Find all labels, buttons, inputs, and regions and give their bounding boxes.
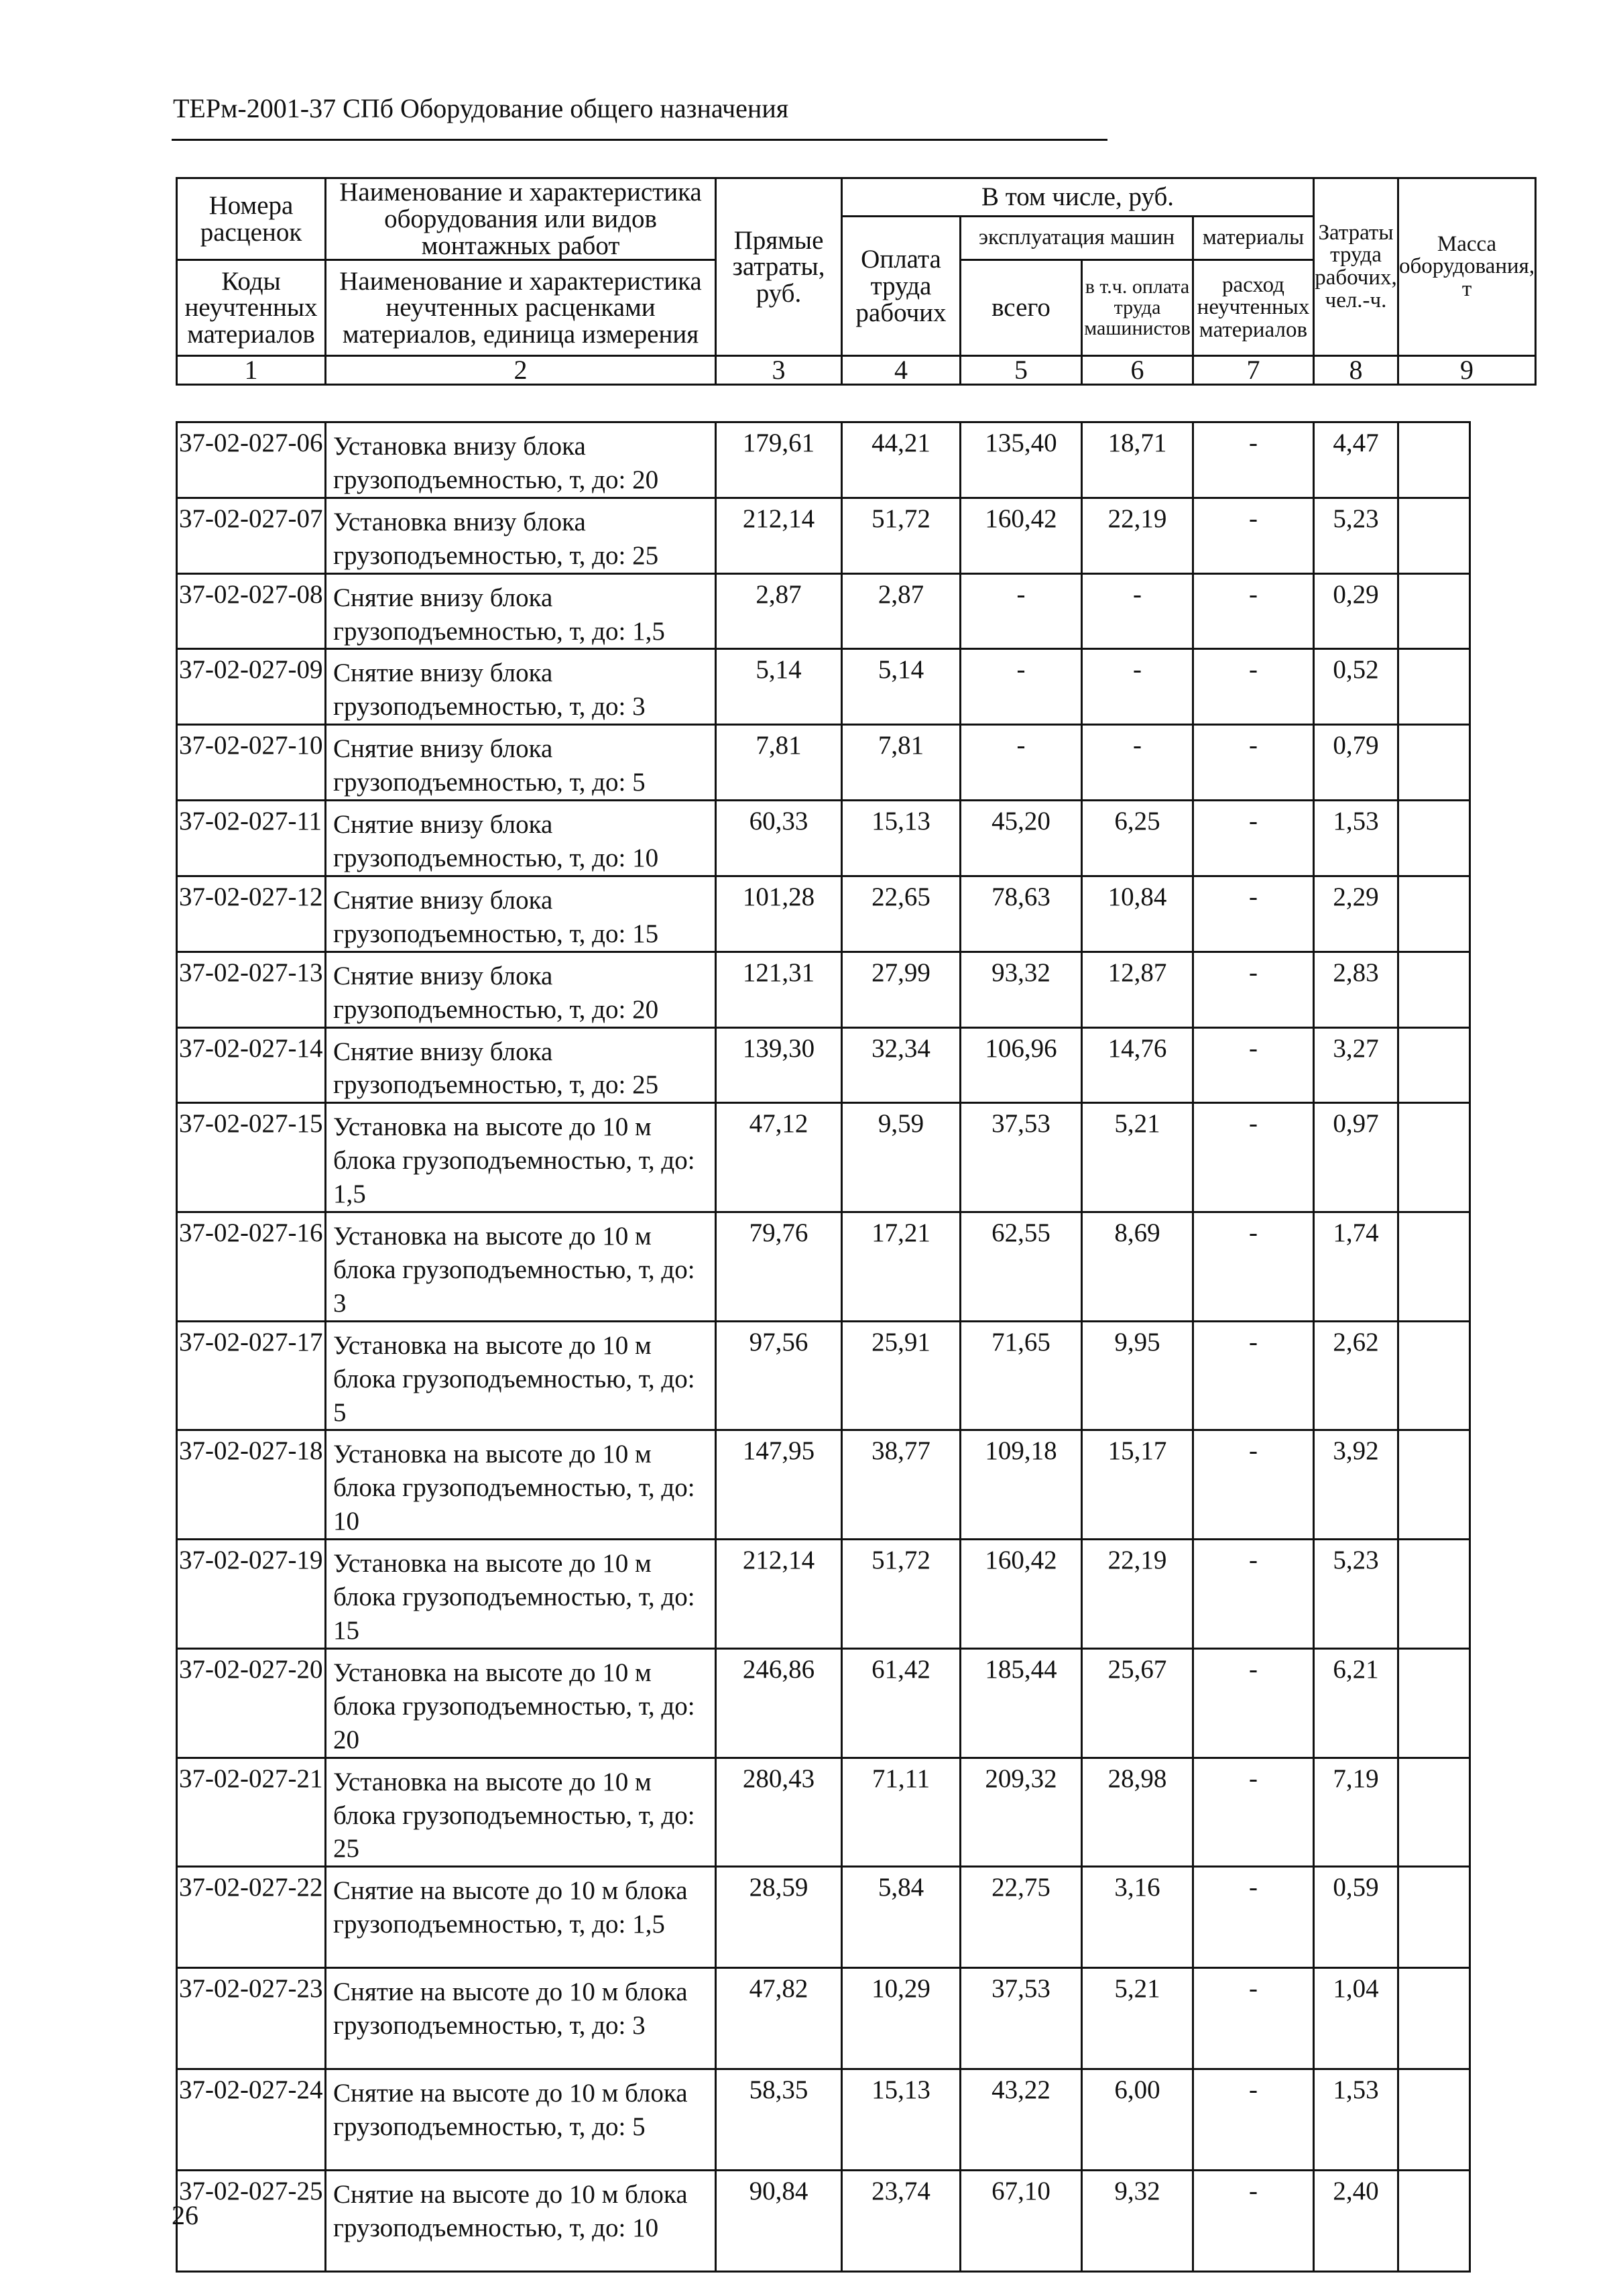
table-row (177, 725, 1470, 801)
machines-total: 135,40 (961, 422, 1082, 498)
labor-hours: 1,53 (1314, 801, 1398, 876)
header-worker-pay: Оплата труда рабочих (842, 217, 961, 356)
rate-code: 37-02-027-12 (177, 876, 326, 952)
labor-hours: 0,59 (1314, 1867, 1398, 1968)
table-row (177, 498, 1470, 573)
labor-hours: 0,29 (1314, 573, 1398, 649)
operator-pay: 6,25 (1082, 801, 1193, 876)
table-row (177, 1430, 1470, 1540)
direct-costs: 90,84 (716, 2171, 842, 2272)
operator-pay: 5,21 (1082, 1103, 1193, 1212)
worker-pay: 22,65 (842, 876, 961, 952)
title-rule (172, 139, 1107, 141)
rate-table-header (176, 177, 1537, 386)
direct-costs: 2,87 (716, 573, 842, 649)
machines-total: 185,44 (961, 1648, 1082, 1758)
operator-pay: 22,19 (1082, 498, 1193, 573)
header-unaccounted-materials: расход неучтенных материалов (1193, 260, 1314, 356)
table-row (177, 952, 1470, 1027)
equipment-mass (1398, 649, 1470, 725)
work-description: Снятие внизу блока грузоподъемностью, т, до: 15 (326, 876, 716, 952)
machines-total: 62,55 (961, 1212, 1082, 1322)
work-description: Установка на высоте до 10 м блока грузоподъемностью, т, до: 10 (326, 1430, 716, 1540)
machines-total: 67,10 (961, 2171, 1082, 2272)
rate-code: 37-02-027-06 (177, 422, 326, 498)
machines-total: - (961, 649, 1082, 725)
operator-pay: 10,84 (1082, 876, 1193, 952)
machines-total: 160,42 (961, 1540, 1082, 1649)
materials-cost: - (1193, 1648, 1314, 1758)
labor-hours: 1,04 (1314, 1968, 1398, 2069)
labor-hours: 0,79 (1314, 725, 1398, 801)
table-row (177, 2171, 1470, 2272)
table-row (177, 1103, 1470, 1212)
operator-pay: 18,71 (1082, 422, 1193, 498)
worker-pay: 71,11 (842, 1758, 961, 1867)
labor-hours: 1,53 (1314, 2069, 1398, 2171)
rate-code: 37-02-027-15 (177, 1103, 326, 1212)
materials-cost: - (1193, 1540, 1314, 1649)
rate-code: 37-02-027-14 (177, 1027, 326, 1103)
equipment-mass (1398, 1968, 1470, 2069)
materials-cost: - (1193, 876, 1314, 952)
rate-code: 37-02-027-25 (177, 2171, 326, 2272)
worker-pay: 61,42 (842, 1648, 961, 1758)
header-including: В том числе, руб. (842, 178, 1314, 217)
equipment-mass (1398, 1027, 1470, 1103)
work-description: Установка внизу блока грузоподъемностью, т, до: 20 (326, 422, 716, 498)
worker-pay: 5,14 (842, 649, 961, 725)
labor-hours: 7,19 (1314, 1758, 1398, 1867)
operator-pay: 22,19 (1082, 1540, 1193, 1649)
table-row (177, 1758, 1470, 1867)
equipment-mass (1398, 725, 1470, 801)
worker-pay: 51,72 (842, 1540, 961, 1649)
worker-pay: 10,29 (842, 1968, 961, 2069)
equipment-mass (1398, 876, 1470, 952)
worker-pay: 5,84 (842, 1867, 961, 1968)
equipment-mass (1398, 1430, 1470, 1540)
operator-pay: - (1082, 649, 1193, 725)
direct-costs: 47,82 (716, 1968, 842, 2069)
direct-costs: 79,76 (716, 1212, 842, 1322)
labor-hours: 5,23 (1314, 498, 1398, 573)
table-row (177, 801, 1470, 876)
direct-costs: 101,28 (716, 876, 842, 952)
header-operator-pay: в т.ч. оплата труда машинистов (1082, 260, 1193, 356)
labor-hours: 3,92 (1314, 1430, 1398, 1540)
header-equipment-mass: Масса оборудования, т (1398, 178, 1536, 356)
equipment-mass (1398, 952, 1470, 1027)
worker-pay: 23,74 (842, 2171, 961, 2272)
equipment-mass (1398, 1212, 1470, 1322)
equipment-mass (1398, 422, 1470, 498)
header-materials: материалы (1193, 217, 1314, 260)
labor-hours: 2,83 (1314, 952, 1398, 1027)
materials-cost: - (1193, 725, 1314, 801)
operator-pay: 12,87 (1082, 952, 1193, 1027)
machines-total: 78,63 (961, 876, 1082, 952)
labor-hours: 3,27 (1314, 1027, 1398, 1103)
work-description: Снятие внизу блока грузоподъемностью, т, до: 20 (326, 952, 716, 1027)
column-number: 8 (1314, 356, 1398, 385)
labor-hours: 4,47 (1314, 422, 1398, 498)
worker-pay: 32,34 (842, 1027, 961, 1103)
page-number: 26 (172, 2200, 198, 2230)
worker-pay: 2,87 (842, 573, 961, 649)
materials-cost: - (1193, 498, 1314, 573)
table-row (177, 1212, 1470, 1322)
materials-cost: - (1193, 649, 1314, 725)
work-description: Снятие внизу блока грузоподъемностью, т, до: 1,5 (326, 573, 716, 649)
rate-table-body (176, 421, 1471, 2273)
worker-pay: 44,21 (842, 422, 961, 498)
materials-cost: - (1193, 1103, 1314, 1212)
direct-costs: 139,30 (716, 1027, 842, 1103)
materials-cost: - (1193, 1212, 1314, 1322)
direct-costs: 28,59 (716, 1867, 842, 1968)
rate-code: 37-02-027-09 (177, 649, 326, 725)
worker-pay: 15,13 (842, 801, 961, 876)
materials-cost: - (1193, 1321, 1314, 1430)
column-number: 1 (177, 356, 326, 385)
rate-code: 37-02-027-22 (177, 1867, 326, 1968)
materials-cost: - (1193, 1758, 1314, 1867)
work-description: Установка на высоте до 10 м блока грузоподъемностью, т, до: 5 (326, 1321, 716, 1430)
equipment-mass (1398, 1321, 1470, 1430)
table-row (177, 1540, 1470, 1649)
header-direct-costs: Прямые затраты, руб. (716, 178, 842, 356)
materials-cost: - (1193, 952, 1314, 1027)
rate-code: 37-02-027-10 (177, 725, 326, 801)
column-number: 3 (716, 356, 842, 385)
rate-code: 37-02-027-19 (177, 1540, 326, 1649)
direct-costs: 5,14 (716, 649, 842, 725)
work-description: Снятие на высоте до 10 м блока грузоподъемностью, т, до: 10 (326, 2171, 716, 2272)
table-row (177, 573, 1470, 649)
worker-pay: 27,99 (842, 952, 961, 1027)
direct-costs: 7,81 (716, 725, 842, 801)
direct-costs: 246,86 (716, 1648, 842, 1758)
operator-pay: 28,98 (1082, 1758, 1193, 1867)
column-number: 7 (1193, 356, 1314, 385)
materials-cost: - (1193, 1430, 1314, 1540)
direct-costs: 147,95 (716, 1430, 842, 1540)
rate-code: 37-02-027-08 (177, 573, 326, 649)
table-row (177, 649, 1470, 725)
machines-total: 43,22 (961, 2069, 1082, 2171)
worker-pay: 38,77 (842, 1430, 961, 1540)
labor-hours: 6,21 (1314, 1648, 1398, 1758)
header-material-codes: Коды неучтенных материалов (177, 260, 326, 356)
materials-cost: - (1193, 801, 1314, 876)
work-description: Снятие внизу блока грузоподъемностью, т, до: 10 (326, 801, 716, 876)
column-number: 4 (842, 356, 961, 385)
worker-pay: 7,81 (842, 725, 961, 801)
work-description: Установка внизу блока грузоподъемностью, т, до: 25 (326, 498, 716, 573)
table-row (177, 422, 1470, 498)
rate-code: 37-02-027-07 (177, 498, 326, 573)
worker-pay: 9,59 (842, 1103, 961, 1212)
header-material-name: Наименование и характеристика неучтенных расценками материалов, единица измерения (326, 260, 716, 356)
work-description: Установка на высоте до 10 м блока грузоподъемностью, т, до: 25 (326, 1758, 716, 1867)
direct-costs: 47,12 (716, 1103, 842, 1212)
column-number: 5 (961, 356, 1082, 385)
direct-costs: 280,43 (716, 1758, 842, 1867)
work-description: Снятие внизу блока грузоподъемностью, т, до: 3 (326, 649, 716, 725)
column-number: 2 (326, 356, 716, 385)
rate-code: 37-02-027-20 (177, 1648, 326, 1758)
labor-hours: 2,29 (1314, 876, 1398, 952)
header-work-name: Наименование и характеристика оборудования или видов монтажных работ (326, 178, 716, 260)
operator-pay: 9,32 (1082, 2171, 1193, 2272)
worker-pay: 25,91 (842, 1321, 961, 1430)
materials-cost: - (1193, 1968, 1314, 2069)
column-number: 6 (1082, 356, 1193, 385)
operator-pay: 8,69 (1082, 1212, 1193, 1322)
equipment-mass (1398, 1540, 1470, 1649)
direct-costs: 212,14 (716, 1540, 842, 1649)
direct-costs: 212,14 (716, 498, 842, 573)
operator-pay: 9,95 (1082, 1321, 1193, 1430)
work-description: Снятие внизу блока грузоподъемностью, т, до: 25 (326, 1027, 716, 1103)
rate-code: 37-02-027-17 (177, 1321, 326, 1430)
operator-pay: 3,16 (1082, 1867, 1193, 1968)
header-rate-numbers: Номера расценок (177, 178, 326, 260)
labor-hours: 0,97 (1314, 1103, 1398, 1212)
header-machines-total: всего (961, 260, 1082, 356)
rate-code: 37-02-027-11 (177, 801, 326, 876)
work-description: Установка на высоте до 10 м блока грузоподъемностью, т, до: 3 (326, 1212, 716, 1322)
machines-total: 22,75 (961, 1867, 1082, 1968)
work-description: Снятие на высоте до 10 м блока грузоподъемностью, т, до: 3 (326, 1968, 716, 2069)
rate-code: 37-02-027-21 (177, 1758, 326, 1867)
machines-total: 109,18 (961, 1430, 1082, 1540)
machines-total: - (961, 725, 1082, 801)
work-description: Снятие на высоте до 10 м блока грузоподъемностью, т, до: 5 (326, 2069, 716, 2171)
equipment-mass (1398, 1103, 1470, 1212)
rate-code: 37-02-027-13 (177, 952, 326, 1027)
operator-pay: 5,21 (1082, 1968, 1193, 2069)
operator-pay: 14,76 (1082, 1027, 1193, 1103)
machines-total: - (961, 573, 1082, 649)
direct-costs: 179,61 (716, 422, 842, 498)
header-labor-hours: Затраты труда рабочих, чел.-ч. (1314, 178, 1398, 356)
materials-cost: - (1193, 1867, 1314, 1968)
machines-total: 93,32 (961, 952, 1082, 1027)
materials-cost: - (1193, 1027, 1314, 1103)
table-row (177, 1867, 1470, 1968)
rate-code: 37-02-027-23 (177, 1968, 326, 2069)
operator-pay: 25,67 (1082, 1648, 1193, 1758)
machines-total: 37,53 (961, 1103, 1082, 1212)
direct-costs: 121,31 (716, 952, 842, 1027)
worker-pay: 17,21 (842, 1212, 961, 1322)
equipment-mass (1398, 801, 1470, 876)
rate-code: 37-02-027-18 (177, 1430, 326, 1540)
work-description: Установка на высоте до 10 м блока грузоподъемностью, т, до: 15 (326, 1540, 716, 1649)
labor-hours: 0,52 (1314, 649, 1398, 725)
equipment-mass (1398, 498, 1470, 573)
materials-cost: - (1193, 2069, 1314, 2171)
table-row (177, 876, 1470, 952)
equipment-mass (1398, 2171, 1470, 2272)
materials-cost: - (1193, 422, 1314, 498)
table-row (177, 2069, 1470, 2171)
machines-total: 106,96 (961, 1027, 1082, 1103)
equipment-mass (1398, 573, 1470, 649)
labor-hours: 5,23 (1314, 1540, 1398, 1649)
equipment-mass (1398, 2069, 1470, 2171)
direct-costs: 60,33 (716, 801, 842, 876)
rate-code: 37-02-027-16 (177, 1212, 326, 1322)
work-description: Снятие на высоте до 10 м блока грузоподъемностью, т, до: 1,5 (326, 1867, 716, 1968)
table-row (177, 1968, 1470, 2069)
table-row (177, 1648, 1470, 1758)
running-title: ТЕРм-2001-37 СПб Оборудование общего назначения (173, 93, 789, 123)
worker-pay: 15,13 (842, 2069, 961, 2171)
worker-pay: 51,72 (842, 498, 961, 573)
column-number: 9 (1398, 356, 1536, 385)
materials-cost: - (1193, 573, 1314, 649)
machines-total: 45,20 (961, 801, 1082, 876)
work-description: Снятие внизу блока грузоподъемностью, т, до: 5 (326, 725, 716, 801)
equipment-mass (1398, 1867, 1470, 1968)
equipment-mass (1398, 1758, 1470, 1867)
machines-total: 37,53 (961, 1968, 1082, 2069)
operator-pay: 6,00 (1082, 2069, 1193, 2171)
operator-pay: - (1082, 573, 1193, 649)
labor-hours: 2,40 (1314, 2171, 1398, 2272)
rate-code: 37-02-027-24 (177, 2069, 326, 2171)
work-description: Установка на высоте до 10 м блока грузоподъемностью, т, до: 20 (326, 1648, 716, 1758)
labor-hours: 2,62 (1314, 1321, 1398, 1430)
labor-hours: 1,74 (1314, 1212, 1398, 1322)
table-row (177, 1027, 1470, 1103)
equipment-mass (1398, 1648, 1470, 1758)
machines-total: 160,42 (961, 498, 1082, 573)
operator-pay: - (1082, 725, 1193, 801)
direct-costs: 58,35 (716, 2069, 842, 2171)
table-row (177, 1321, 1470, 1430)
header-machine-operation: эксплуатация машин (961, 217, 1193, 260)
materials-cost: - (1193, 2171, 1314, 2272)
machines-total: 209,32 (961, 1758, 1082, 1867)
direct-costs: 97,56 (716, 1321, 842, 1430)
work-description: Установка на высоте до 10 м блока грузоподъемностью, т, до: 1,5 (326, 1103, 716, 1212)
machines-total: 71,65 (961, 1321, 1082, 1430)
operator-pay: 15,17 (1082, 1430, 1193, 1540)
